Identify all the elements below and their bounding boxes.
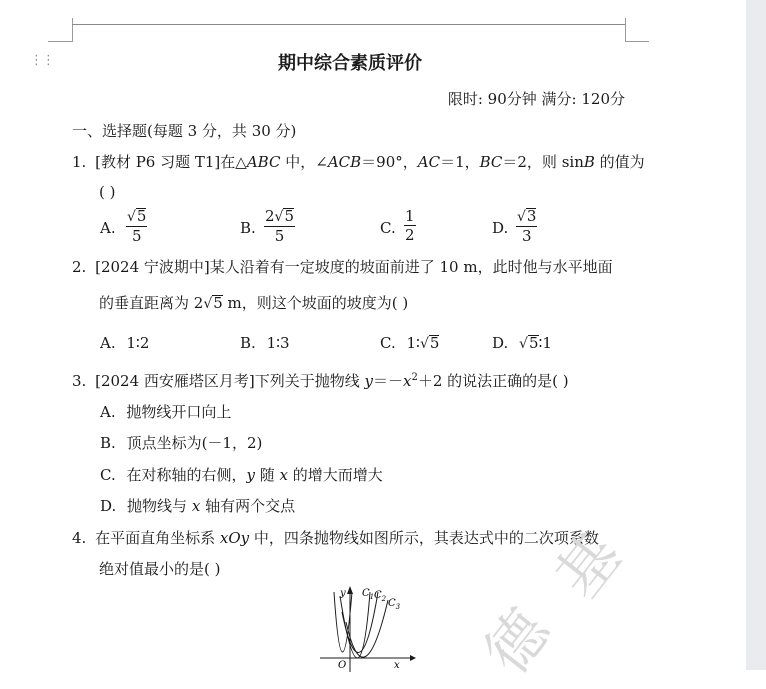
option-d[interactable]: D. √5∶1 — [492, 334, 552, 352]
option-a[interactable] — [100, 401, 231, 422]
question-number: 1. — [72, 153, 87, 171]
radicand: 5 — [528, 334, 539, 352]
x-label: x — [394, 660, 400, 671]
question-number: 2. — [72, 258, 87, 276]
var: x — [279, 466, 289, 484]
corner-mark — [625, 41, 649, 42]
var: y — [364, 372, 373, 390]
var: ABC — [246, 153, 281, 171]
option-label: D. — [492, 334, 509, 352]
curve-c2-label: $C_2$ — [374, 590, 387, 603]
text: ＝90°， — [361, 153, 418, 171]
option-text: 抛物线与 — [127, 497, 192, 515]
var: B — [583, 153, 595, 171]
option-label: B. — [100, 434, 116, 452]
text: ＝－ — [373, 372, 404, 390]
option-c[interactable]: C. 1∶√5 — [380, 334, 440, 352]
option-label: A. — [100, 334, 116, 352]
watermark-text: 德 — [471, 596, 564, 688]
y-label: y — [340, 588, 346, 599]
section-heading: 一、选择题(每题 3 分，共 30 分) — [72, 122, 297, 140]
var: AC — [417, 153, 441, 171]
radicand: 3 — [526, 207, 537, 225]
origin-label: O — [338, 660, 347, 671]
radicand: 5 — [136, 207, 147, 225]
watermark-text: 基 — [542, 520, 635, 612]
option-text: 抛物线开口向上 — [126, 403, 232, 421]
var: x — [403, 372, 412, 390]
text: 在平面直角坐标系 — [95, 529, 220, 547]
option-label: B. — [240, 334, 256, 352]
option-label: A. — [100, 403, 116, 421]
option-text: ∶1 — [538, 334, 552, 352]
corner-mark — [48, 41, 72, 42]
corner-mark — [625, 18, 626, 42]
option-label: D. — [100, 497, 117, 515]
option-d[interactable] — [100, 495, 295, 516]
option-text: 在对称轴的右侧， — [126, 466, 247, 484]
parabola-c2 — [342, 592, 378, 653]
corner-mark — [72, 18, 73, 42]
option-b[interactable] — [100, 432, 262, 453]
option-label[interactable]: C. — [380, 219, 396, 237]
option-b[interactable] — [240, 334, 290, 352]
var: y — [246, 466, 255, 484]
text: ＝1， — [440, 153, 480, 171]
text: 中，四条抛物线如图所示，其表达式中的二次项系数 — [249, 529, 599, 547]
curve-c3-label: $C_3$ — [388, 598, 401, 611]
option-label[interactable]: D. — [492, 219, 509, 237]
coefficient: 2 — [265, 207, 275, 225]
parabola-figure — [312, 582, 422, 672]
curve-c1-label: $C_1$ — [362, 588, 375, 601]
text: 在△ — [220, 153, 247, 171]
text: ＋2 的说法正确的是( ) — [417, 372, 569, 390]
time-score-limit: 限时: 90分钟 满分: 120分 — [447, 90, 625, 108]
text: m，则这个坡面的坡度为( ) — [222, 294, 409, 312]
question-4 — [72, 527, 599, 548]
option-text: 1∶ — [406, 334, 420, 352]
denominator: 5 — [274, 227, 285, 245]
question-number: 3. — [72, 372, 87, 390]
option-text: 顶点坐标为(－1，2) — [126, 434, 263, 452]
option-label: C. — [380, 334, 396, 352]
option-label[interactable]: B. — [240, 219, 256, 237]
text: [2024 西安雁塔区月考]下列关于抛物线 — [95, 372, 365, 390]
option-text: 轴有两个交点 — [200, 497, 296, 515]
denominator: 5 — [131, 227, 142, 245]
text: 中，∠ — [280, 153, 328, 171]
right-scrollbar-area[interactable] — [746, 0, 766, 670]
option-c[interactable] — [100, 464, 383, 485]
text: 的垂直距离为 2 — [99, 294, 204, 312]
page-title: 期中综合素质评价 — [278, 53, 422, 74]
parabola-c3 — [346, 600, 388, 657]
option-c-fraction — [404, 207, 416, 244]
option-label: C. — [100, 466, 116, 484]
question-number: 4. — [72, 529, 87, 547]
x-axis-arrow — [410, 655, 416, 661]
text: ＝2，则 sin — [502, 153, 584, 171]
option-text: 的增大而增大 — [288, 466, 383, 484]
text: 的值为 — [594, 153, 645, 171]
drag-handle-icon[interactable]: ⋮⋮ — [30, 53, 54, 68]
var: xOy — [219, 529, 250, 547]
option-text: 1∶3 — [266, 334, 290, 352]
header-line — [72, 24, 625, 25]
option-a-fraction: $\frac{√5}{5}$ — [127, 207, 147, 245]
question-2 — [72, 256, 613, 277]
var: x — [191, 497, 201, 515]
question-source: [教材 P6 习题 T1] — [95, 153, 221, 171]
var: BC — [479, 153, 503, 171]
question-text: [2024 宁波期中]某人沿着有一定坡度的坡面前进了 10 m，此时他与水平地面 — [95, 258, 613, 276]
option-text: 1∶2 — [126, 334, 150, 352]
option-b-fraction: $\frac{2√5}{5}$ — [265, 207, 295, 245]
exponent: 2 — [411, 372, 418, 383]
option-text: 随 — [255, 466, 280, 484]
denominator: 3 — [521, 227, 532, 245]
var: ACB — [327, 153, 362, 171]
numerator: 1 — [405, 207, 415, 225]
option-a[interactable] — [100, 334, 149, 352]
denominator: 2 — [405, 226, 415, 244]
radicand: 5 — [429, 334, 440, 352]
radicand: 5 — [213, 294, 223, 312]
question-1 — [72, 151, 645, 172]
question-3 — [72, 370, 569, 391]
question-2-line-2: 的垂直距离为 2√5 m，则这个坡面的坡度为( ) — [99, 294, 409, 312]
option-label[interactable]: A. — [100, 219, 116, 237]
answer-paren: ( ) — [99, 183, 116, 201]
radicand: 5 — [284, 207, 295, 225]
option-d-fraction: $\frac{√3}{3}$ — [517, 207, 537, 245]
question-4-line-2: 绝对值最小的是( ) — [99, 560, 221, 578]
